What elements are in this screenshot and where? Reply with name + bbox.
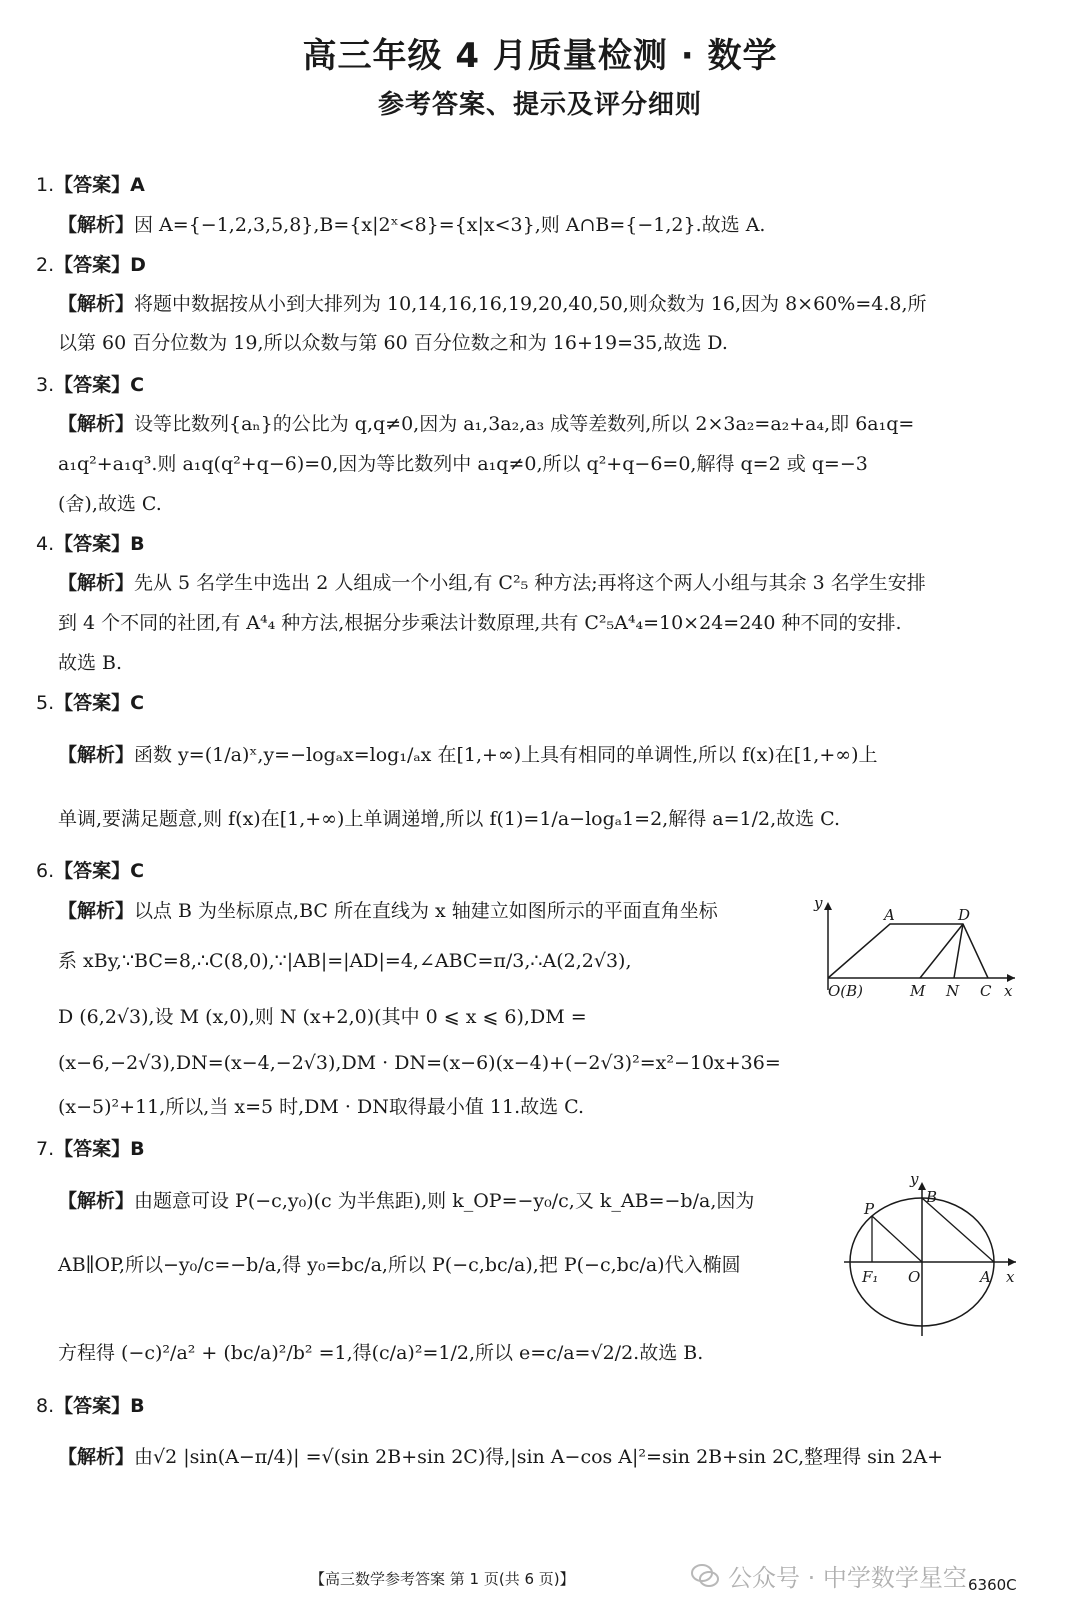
q8-solution-tag: 【解析】 [58, 1446, 135, 1468]
q6-label-c: C [980, 982, 992, 1000]
page-title: 高三年级 4 月质量检测 · 数学 [302, 36, 778, 76]
q8-number: 8. [36, 1395, 55, 1417]
q4-number: 4. [36, 533, 55, 555]
q6-solution-line-2: 系 xBy,∵BC=8,∴C(8,0),∵|AB|=|AD|=4,∠ABC=π/3,∴A(2,2√3), [58, 950, 632, 972]
q5-solution-text-1: 函数 y=(1/a)ˣ,y=−logₐx=log₁/ₐx 在[1,+∞)上具有相同的单调性,所以 f(x)在[1,+∞)上 [134, 744, 878, 766]
q1-number: 1. [36, 174, 55, 196]
q6-segment-dm [920, 924, 963, 978]
q7-solution-text-1: 由题意可设 P(−c,y₀)(c 为半焦距),则 k_OP=−y₀/c,又 k_AB=−b/a,因为 [134, 1190, 755, 1212]
q6-segment-dn [954, 924, 963, 978]
q8-answer [36, 1393, 145, 1419]
q3-solution-line-1 [58, 411, 914, 437]
q6-trapezoid [828, 924, 988, 978]
q6-label-x: x [1004, 982, 1013, 1000]
q7-label-x: x [1006, 1268, 1015, 1286]
q5-answer-text: 【答案】C [54, 692, 145, 714]
q7-answer [36, 1136, 145, 1162]
q6-solution-text-1: 以点 B 为坐标原点,BC 所在直线为 x 轴建立如图所示的平面直角坐标 [134, 900, 718, 922]
q4-solution-line-2: 到 4 个不同的社团,有 A⁴₄ 种方法,根据分步乘法计数原理,共有 C²₅A⁴₄=10×24=240 种不同的安排. [58, 612, 902, 634]
q7-y-arrow [918, 1182, 926, 1190]
q1-solution-text: 因 A={−1,2,3,5,8},B={x|2ˣ<8}={x|x<3},则 A∩B={−1,2}.故选 A. [134, 214, 766, 236]
q3-number: 3. [36, 374, 55, 396]
q7-solution-line-1 [58, 1188, 754, 1214]
q4-solution-tag: 【解析】 [58, 572, 135, 594]
q7-number: 7. [36, 1138, 55, 1160]
q7-answer-text: 【答案】B [54, 1138, 145, 1160]
wechat-logo-icon [690, 1561, 720, 1591]
q6-solution-line-1 [58, 898, 718, 924]
q2-solution-line-1 [58, 291, 927, 317]
q6-x-arrow [1007, 974, 1015, 982]
q7-x-arrow [1008, 1258, 1016, 1266]
q7-solution-line-2: AB∥OP,所以−y₀/c=−b/a,得 y₀=bc/a,所以 P(−c,bc/a),把 P(−c,bc/a)代入椭圆 [58, 1254, 741, 1276]
q2-solution-tag: 【解析】 [58, 293, 135, 315]
q7-label-b: B [926, 1188, 938, 1206]
q7-segment-op [872, 1216, 922, 1262]
document-code: 6360C [968, 1576, 1017, 1594]
q2-answer-text: 【答案】D [54, 254, 146, 276]
q6-label-a: A [884, 906, 895, 924]
page-footer: 【高三数学参考答案 第 1 页(共 6 页)】 [310, 1570, 575, 1588]
q6-label-m: M [910, 982, 926, 1000]
q3-solution-line-2: a₁q²+a₁q³.则 a₁q(q²+q−6)=0,因为等比数列中 a₁q≠0,所以 q²+q−6=0,解得 q=2 或 q=−3 [58, 453, 868, 475]
q6-solution-line-4: (x−6,−2√3),DN=(x−4,−2√3),DM · DN=(x−6)(x−4)+(−2√3)²=x²−10x+36= [58, 1052, 781, 1074]
q1-answer [36, 172, 145, 198]
q5-number: 5. [36, 692, 55, 714]
q2-solution-line-2: 以第 60 百分位数为 19,所以众数与第 60 百分位数之和为 16+19=35,故选 D. [58, 332, 728, 354]
q6-label-n: N [946, 982, 960, 1000]
q8-answer-text: 【答案】B [54, 1395, 145, 1417]
q6-label-y: y [814, 894, 823, 912]
q4-answer [36, 531, 145, 557]
q6-label-origin: O(B) [828, 982, 864, 1000]
q6-solution-line-3: D (6,2√3),设 M (x,0),则 N (x+2,0)(其中 0 ⩽ x ⩽ 6),DM = [58, 1006, 587, 1028]
q6-number: 6. [36, 860, 55, 882]
q5-solution-tag: 【解析】 [58, 744, 135, 766]
q7-solution-line-3: 方程得 (−c)²/a² + (bc/a)²/b² =1,得(c/a)²=1/2,所以 e=c/a=√2/2.故选 B. [58, 1342, 704, 1364]
q5-solution-line-1 [58, 742, 878, 768]
q8-solution-line-1 [58, 1444, 943, 1470]
q3-answer-text: 【答案】C [54, 374, 145, 396]
page-subtitle: 参考答案、提示及评分细则 [377, 90, 702, 120]
q2-number: 2. [36, 254, 55, 276]
q5-answer [36, 690, 144, 716]
q6-answer [36, 858, 144, 884]
q5-solution-line-2: 单调,要满足题意,则 f(x)在[1,+∞)上单调递增,所以 f(1)=1/a−logₐ1=2,解得 a=1/2,故选 C. [58, 808, 841, 830]
watermark-text: 公众号 · 中学数学星空 [728, 1564, 967, 1592]
q3-solution-text-1: 设等比数列{aₙ}的公比为 q,q≠0,因为 a₁,3a₂,a₃ 成等差数列,所以 2×3a₂=a₂+a₄,即 6a₁q= [134, 413, 915, 435]
q3-solution-line-3: (舍),故选 C. [58, 493, 162, 515]
q8-solution-text-1: 由√2 |sin(A−π/4)| =√(sin 2B+sin 2C)得,|sin A−cos A|²=sin 2B+sin 2C,整理得 sin 2A+ [134, 1446, 944, 1468]
q7-label-f1: F₁ [862, 1268, 879, 1286]
q7-label-o: O [908, 1268, 921, 1286]
q6-solution-line-5: (x−5)²+11,所以,当 x=5 时,DM · DN取得最小值 11.故选 C. [58, 1096, 585, 1118]
q4-solution-line-3: 故选 B. [58, 652, 123, 674]
q4-solution-line-1 [58, 570, 926, 596]
q6-y-arrow [824, 902, 832, 910]
q1-solution-tag: 【解析】 [58, 214, 135, 236]
q7-label-p: P [864, 1200, 875, 1218]
q7-ellipse-figure [840, 1170, 1020, 1340]
q2-answer [36, 252, 146, 278]
watermark [690, 1558, 967, 1593]
q7-solution-tag: 【解析】 [58, 1190, 135, 1212]
q4-solution-text-1: 先从 5 名学生中选出 2 人组成一个小组,有 C²₅ 种方法;再将这个两人小组与其余 3 名学生安排 [134, 572, 926, 594]
q7-segment-ab [922, 1198, 994, 1262]
q3-answer [36, 372, 144, 398]
q6-trapezoid-figure [810, 890, 1020, 1008]
q1-answer-text: 【答案】A [54, 174, 145, 196]
q2-solution-text-1: 将题中数据按从小到大排列为 10,14,16,16,19,20,40,50,则众数为 16,因为 8×60%=4.8,所 [134, 293, 927, 315]
q6-answer-text: 【答案】C [54, 860, 145, 882]
q6-solution-tag: 【解析】 [58, 900, 135, 922]
q7-label-y: y [910, 1170, 919, 1188]
q4-answer-text: 【答案】B [54, 533, 145, 555]
q6-label-d: D [958, 906, 971, 924]
q3-solution-tag: 【解析】 [58, 413, 135, 435]
q7-label-a: A [980, 1268, 991, 1286]
q1-solution-line [58, 212, 765, 238]
